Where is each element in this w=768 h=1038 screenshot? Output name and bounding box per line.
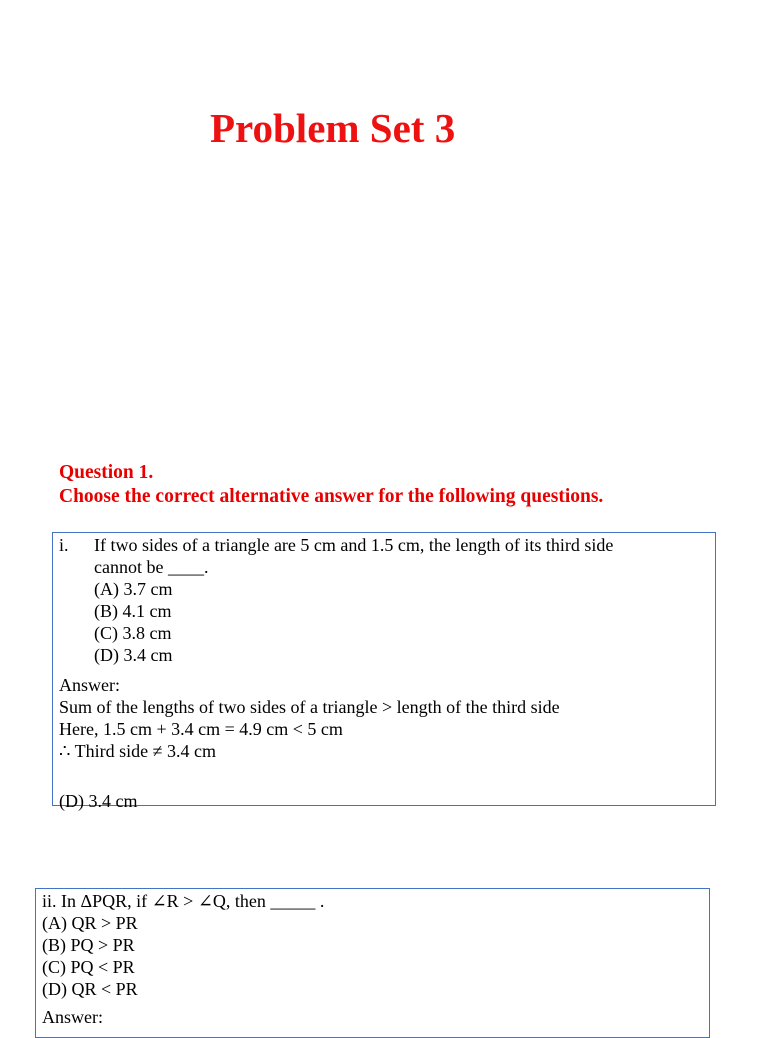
final-answer: (D) 3.4 cm: [59, 791, 138, 811]
option-b: (B) 4.1 cm: [94, 601, 172, 621]
answer-line-3: ∴ Third side ≠ 3.4 cm: [59, 741, 216, 761]
answer-label: Answer:: [42, 1007, 103, 1027]
option-a: (A) 3.7 cm: [94, 579, 173, 599]
question-1-text-line-1: If two sides of a triangle are 5 cm and 1.5 cm, the length of its third side: [94, 535, 614, 555]
question-box-1: [52, 532, 716, 811]
answer-section: [59, 674, 560, 762]
answer-line-1: Sum of the lengths of two sides of a triangle > length of the third side: [59, 697, 560, 717]
question-heading: [59, 461, 603, 509]
option-b: (B) PQ > PR: [42, 935, 135, 955]
option-c: (C) 3.8 cm: [94, 623, 172, 643]
option-d: (D) 3.4 cm: [94, 645, 173, 665]
question-2: [42, 890, 324, 1028]
question-1-number: i.: [59, 535, 69, 555]
answer-line-2: Here, 1.5 cm + 3.4 cm = 4.9 cm < 5 cm: [59, 719, 343, 739]
question-2-text: ii. In ΔPQR, if ∠R > ∠Q, then _____ .: [42, 891, 325, 911]
page-title: Problem Set 3: [210, 105, 456, 151]
question-instruction: Choose the correct alternative answer for the following questions.: [59, 486, 604, 507]
question-1-body: [94, 534, 709, 666]
option-d: (D) QR < PR: [42, 979, 138, 999]
option-c: (C) PQ < PR: [42, 957, 135, 977]
question-box-2: [35, 888, 710, 1038]
question-number: Question 1.: [59, 462, 154, 483]
option-a: (A) QR > PR: [42, 913, 138, 933]
answer-label: Answer:: [59, 675, 120, 695]
question-1-text-line-2: cannot be ____.: [94, 557, 209, 577]
